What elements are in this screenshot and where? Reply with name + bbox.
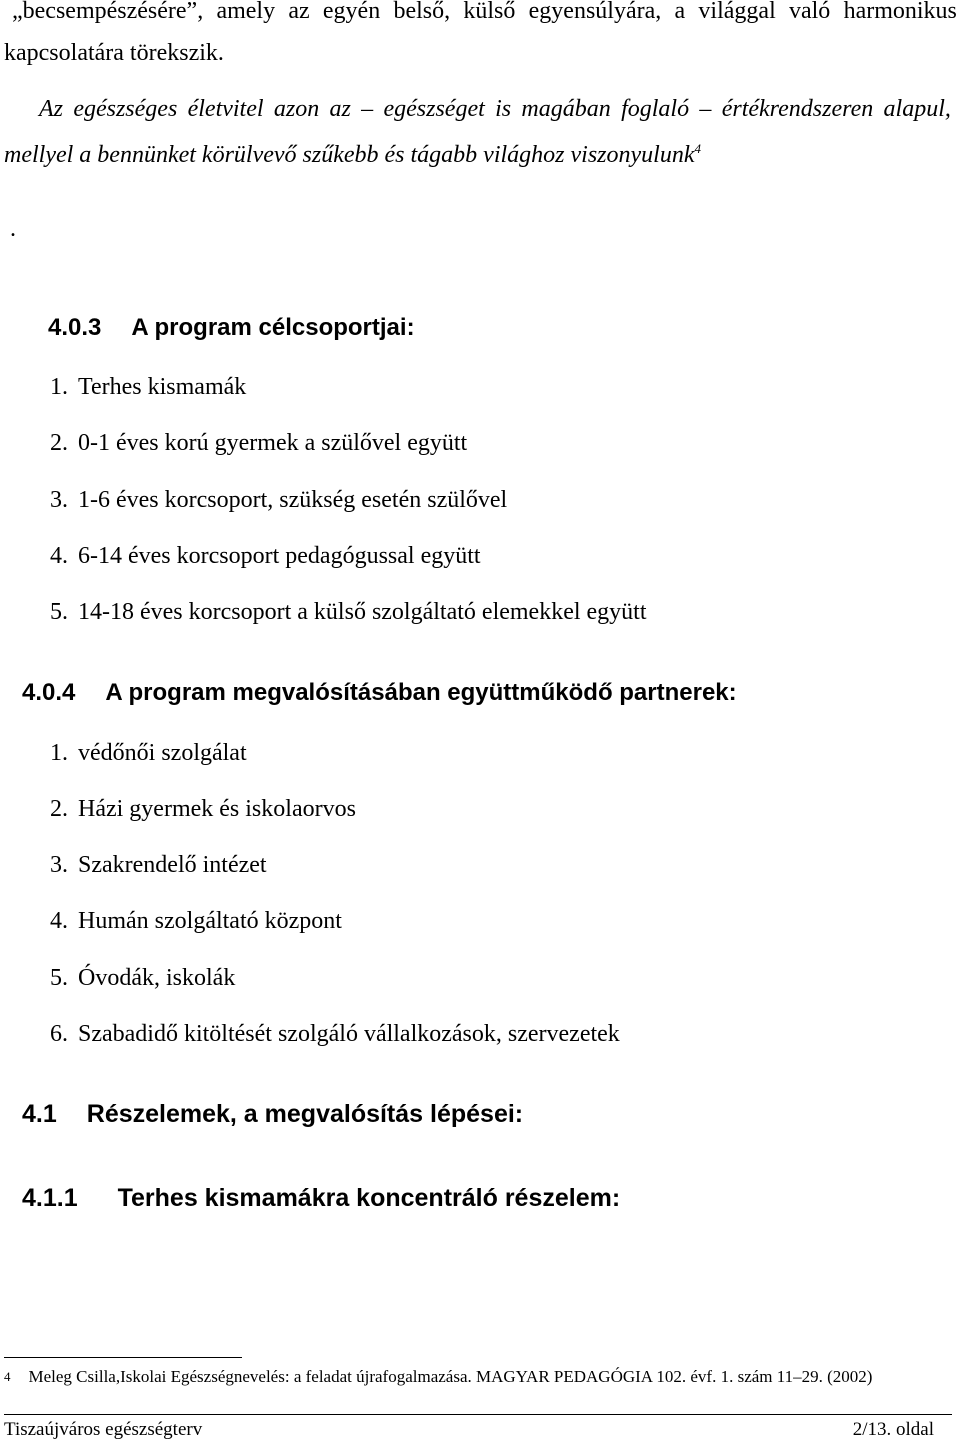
intro-line-1 [12, 0, 957, 26]
section-411-number: 4.1.1 [22, 1184, 78, 1212]
word: való [788, 0, 831, 24]
stray-dot: . [10, 216, 16, 242]
list-item-text: Szabadidő kitöltését szolgáló vállalkozások, szervezetek [78, 1021, 620, 1047]
section-411-title: Terhes kismamákra koncentráló részelem: [117, 1184, 621, 1212]
word: – [361, 96, 374, 122]
word: magában [521, 96, 611, 122]
word: azon [273, 96, 320, 122]
section-403-number: 4.0.3 [48, 314, 102, 341]
footer-right: 2/13. oldal [852, 1419, 934, 1440]
list-item-number: 2. [50, 430, 68, 456]
word: is [495, 96, 512, 122]
list-item-number: 3. [50, 852, 68, 878]
list-item [50, 738, 247, 768]
list-item [50, 906, 342, 936]
word: értékrendszeren [721, 96, 874, 122]
intro-line-4-text: mellyel a bennünket körülvevő szűkebb és tágabb világhoz viszonyulunk [4, 142, 695, 168]
word: az [288, 0, 310, 24]
list-item-number: 5. [50, 965, 68, 991]
word: foglaló [621, 96, 690, 122]
list-item [50, 428, 467, 458]
word: külső [463, 0, 516, 24]
footnote [4, 1366, 872, 1388]
word: a [674, 0, 686, 24]
list-item [50, 963, 235, 993]
word: egyén [322, 0, 381, 24]
list-item-text: 0-1 éves korú gyermek a szülővel együtt [78, 430, 468, 456]
intro-line-2: kapcsolatára törekszik. [4, 40, 224, 66]
intro-line-4 [4, 140, 701, 170]
footer-rule [4, 1414, 952, 1415]
list-item-text: Óvodák, iskolák [78, 965, 236, 991]
word: az [329, 96, 351, 122]
section-411-heading [22, 1183, 620, 1213]
list-item-text: Humán szolgáltató központ [78, 908, 342, 934]
footnote-mark: 4 [4, 1369, 11, 1384]
list-item-number: 1. [50, 374, 68, 400]
footnote-reference: 4 [694, 141, 701, 156]
list-item-number: 3. [50, 487, 68, 513]
list-item-number: 1. [50, 740, 68, 766]
list-item-text: 14-18 éves korcsoport a külső szolgáltató elemekkel együtt [78, 599, 647, 625]
word: világgal [698, 0, 776, 24]
list-item [50, 541, 481, 571]
section-404-number: 4.0.4 [22, 679, 76, 706]
word: harmonikus [843, 0, 957, 24]
list-item-number: 4. [50, 543, 68, 569]
list-item-text: 1-6 éves korcsoport, szükség esetén szülővel [78, 487, 508, 513]
list-item-number: 6. [50, 1021, 68, 1047]
section-41-number: 4.1 [22, 1100, 57, 1128]
list-item-number: 4. [50, 908, 68, 934]
word: egészséges [73, 96, 178, 122]
footnote-text: Meleg Csilla,Iskolai Egészségnevelés: a feladat újrafogalmazása. MAGYAR PEDAGÓGIA 102. évf. 1. szám 11–29. (2002) [28, 1367, 873, 1386]
section-403-heading [48, 313, 415, 343]
word: Az [39, 96, 63, 122]
word: életvitel [187, 96, 264, 122]
section-41-title: Részelemek, a megvalósítás lépései: [86, 1100, 524, 1128]
intro-line-3 [39, 94, 951, 124]
word: „becsempészésére”, [12, 0, 204, 24]
word: belső, [393, 0, 451, 24]
section-41-heading [22, 1099, 523, 1129]
list-item-text: védőnői szolgálat [78, 740, 247, 766]
word: – [699, 96, 712, 122]
word: alapul, [883, 96, 951, 122]
list-item-number: 5. [50, 599, 68, 625]
word: egészséget [383, 96, 485, 122]
list-item [50, 485, 507, 515]
word: egyensúlyára, [528, 0, 662, 24]
list-item-text: Szakrendelő intézet [78, 852, 267, 878]
list-item [50, 850, 267, 880]
section-404-title: A program megvalósításában együttműködő partnerek: [105, 679, 737, 706]
footer-left: Tiszaújváros egészségterv [4, 1419, 203, 1440]
word: amely [216, 0, 276, 24]
section-403-title: A program célcsoportjai: [131, 314, 415, 341]
footnote-separator [4, 1357, 242, 1358]
list-item [50, 794, 356, 824]
list-item [50, 1019, 620, 1049]
list-item [50, 597, 647, 627]
list-item-number: 2. [50, 796, 68, 822]
list-item-text: Terhes kismamák [78, 374, 247, 400]
list-item [50, 372, 246, 402]
section-404-heading [22, 678, 737, 708]
list-item-text: Házi gyermek és iskolaorvos [78, 796, 356, 822]
list-item-text: 6-14 éves korcsoport pedagógussal együtt [78, 543, 481, 569]
